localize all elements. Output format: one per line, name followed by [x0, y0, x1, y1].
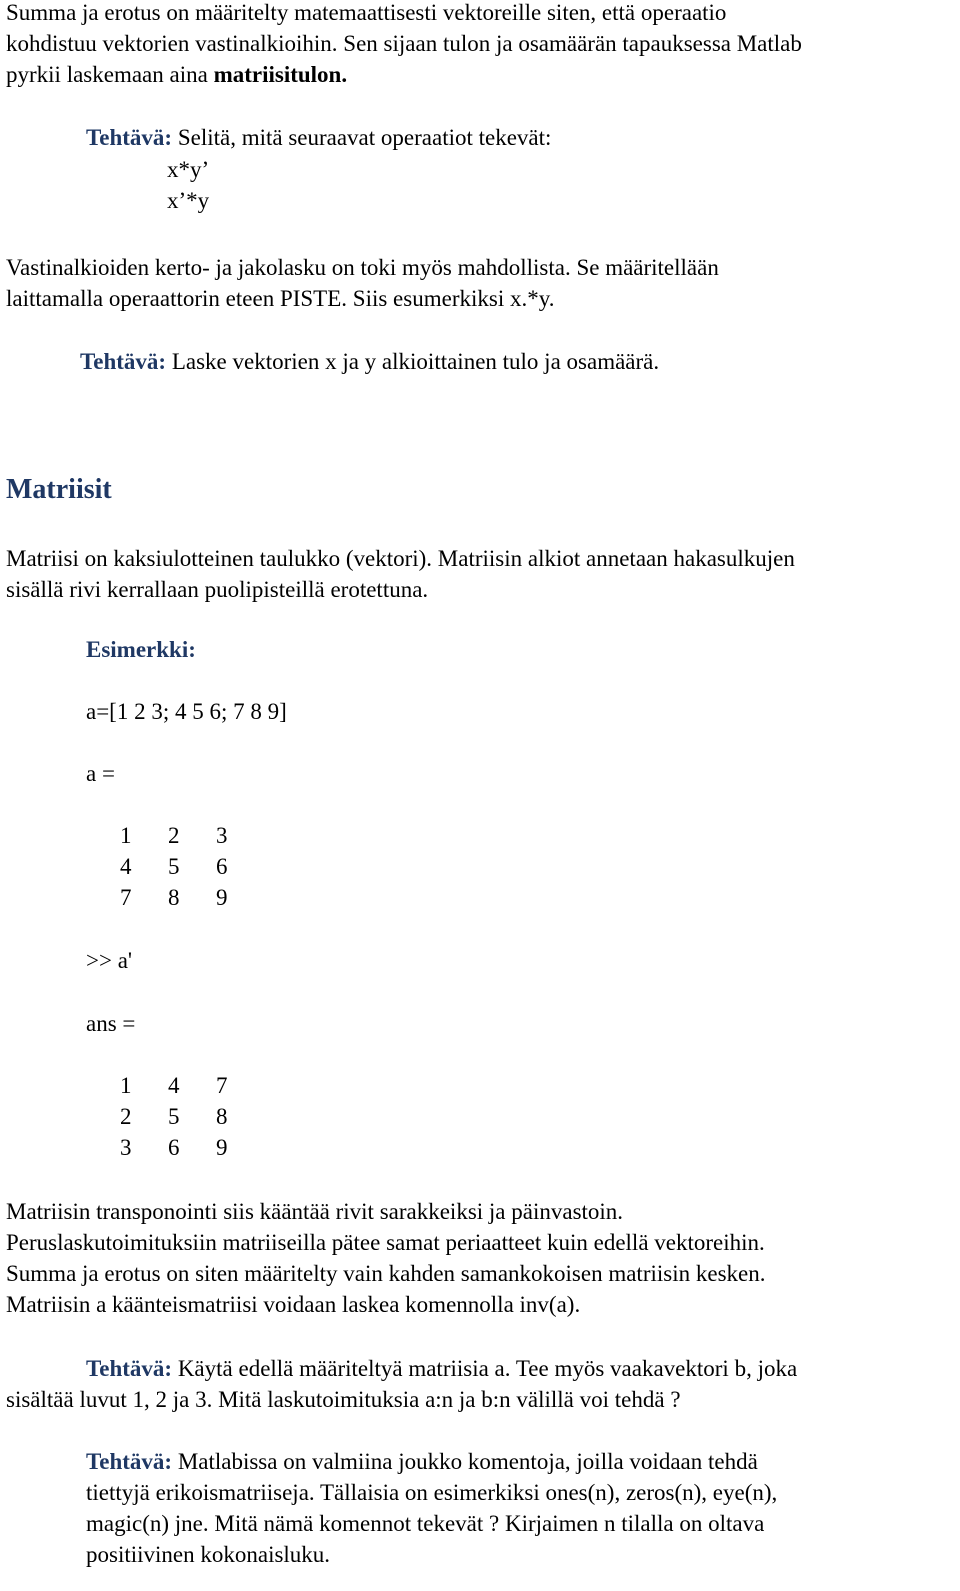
task-4-line: magic(n) jne. Mitä nämä komennot tekevät ? Kirjaimen n tilalla on oltava	[86, 1511, 765, 1536]
matrix-cell: 8	[168, 885, 180, 910]
transpose-command: >> a'	[86, 948, 133, 973]
matriisitulo-bold: matriisitulon.	[213, 62, 348, 87]
text-line: Summa ja erotus on siten määritelty vain kahden samankokoisen matriisin kesken.	[6, 1261, 766, 1286]
text-line: Vastinalkioiden kerto- ja jakolasku on toki myös mahdollista. Se määritellään	[6, 255, 719, 280]
text-line: laittamalla operaattorin eteen PISTE. Siis esumerkiksi x.*y.	[6, 286, 555, 311]
text-line: Matriisi on kaksiulotteinen taulukko (vektori). Matriisin alkiot annetaan hakasulkujen	[6, 546, 795, 571]
operation-line: x’*y	[167, 188, 210, 213]
example-command: a=[1 2 3; 4 5 6; 7 8 9]	[86, 699, 287, 724]
text-line: Summa ja erotus on määritelty matemaattisesti vektoreille siten, että operaatio	[6, 0, 727, 25]
matrix-row	[120, 820, 264, 851]
task-3-line	[6, 1353, 797, 1384]
matrix-cell: 9	[216, 885, 228, 910]
task-text: Matlabissa on valmiina joukko komentoja, joilla voidaan tehdä	[172, 1449, 758, 1474]
matrix-cell: 7	[216, 1073, 228, 1098]
matrix-cell: 4	[168, 1073, 180, 1098]
elementwise-paragraph	[6, 252, 719, 314]
matrix-ops-paragraph	[6, 1196, 765, 1320]
matrix-cell: 8	[216, 1104, 228, 1129]
text-line: Peruslaskutoimituksiin matriiseilla pätee samat periaatteet kuin edellä vektoreihin.	[6, 1230, 765, 1255]
matrix-intro-paragraph	[6, 543, 795, 605]
task-1-line	[86, 122, 551, 153]
example-label: Esimerkki:	[86, 637, 196, 662]
matrix-cell: 5	[168, 1104, 180, 1129]
matrix-cell: 2	[168, 823, 180, 848]
matrix-a	[120, 820, 264, 913]
matrix-cell: 1	[120, 823, 132, 848]
section-heading: Matriisit	[6, 474, 112, 505]
matrix-cell: 3	[120, 1135, 132, 1160]
text-line: Matriisin a käänteismatriisi voidaan laskea komennolla inv(a).	[6, 1292, 581, 1317]
task-4-line	[86, 1446, 777, 1477]
matrix-row	[120, 1070, 264, 1101]
task-3-line: sisältää luvut 1, 2 ja 3. Mitä laskutoimituksia a:n ja b:n välillä voi tehdä ?	[6, 1387, 681, 1412]
matrix-cell: 3	[216, 823, 228, 848]
text-line: kohdistuu vektorien vastinalkioihin. Sen sijaan tulon ja osamäärän tapauksessa Matlab	[6, 31, 802, 56]
matrix-cell: 9	[216, 1135, 228, 1160]
matrix-row	[120, 882, 264, 913]
ans-label: ans =	[86, 1011, 136, 1036]
text-line	[6, 59, 802, 90]
task-4	[86, 1446, 777, 1570]
task-label: Tehtävä:	[80, 349, 167, 374]
result-label: a =	[86, 761, 115, 786]
matrix-row	[120, 851, 264, 882]
task-2-line	[80, 346, 659, 377]
task-1-operations	[167, 154, 209, 216]
task-label: Tehtävä:	[86, 1356, 173, 1381]
task-2	[80, 346, 659, 377]
task-text: Laske vektorien x ja y alkioittainen tulo ja osamäärä.	[166, 349, 660, 374]
matrix-cell: 2	[120, 1104, 132, 1129]
matrix-cell: 6	[168, 1135, 180, 1160]
matrix-cell: 7	[120, 885, 132, 910]
task-text: Käytä edellä määriteltyä matriisia a. Tee myös vaakavektori b, joka	[172, 1356, 798, 1381]
matrix-cell: 1	[120, 1073, 132, 1098]
matrix-row	[120, 1132, 264, 1163]
text-line: sisällä rivi kerrallaan puolipisteillä erotettuna.	[6, 577, 429, 602]
text-line: Matriisin transponointi siis kääntää rivit sarakkeiksi ja päinvastoin.	[6, 1199, 624, 1224]
matrix-cell: 5	[168, 854, 180, 879]
task-text: Selitä, mitä seuraavat operaatiot tekevät:	[172, 125, 552, 150]
matrix-row	[120, 1101, 264, 1132]
task-4-line: positiivinen kokonaisluku.	[86, 1542, 331, 1567]
task-label: Tehtävä:	[86, 125, 173, 150]
matrix-a-transposed	[120, 1070, 264, 1163]
task-4-line: tiettyjä erikoismatriiseja. Tällaisia on esimerkiksi ones(n), zeros(n), eye(n),	[86, 1480, 778, 1505]
task-label: Tehtävä:	[86, 1449, 173, 1474]
matrix-cell: 6	[216, 854, 228, 879]
operation-line: x*y’	[167, 157, 210, 182]
text-fragment: pyrkii laskemaan aina	[6, 62, 214, 87]
task-1	[86, 122, 551, 153]
task-3	[6, 1353, 797, 1415]
intro-paragraph	[6, 0, 802, 90]
matrix-cell: 4	[120, 854, 132, 879]
